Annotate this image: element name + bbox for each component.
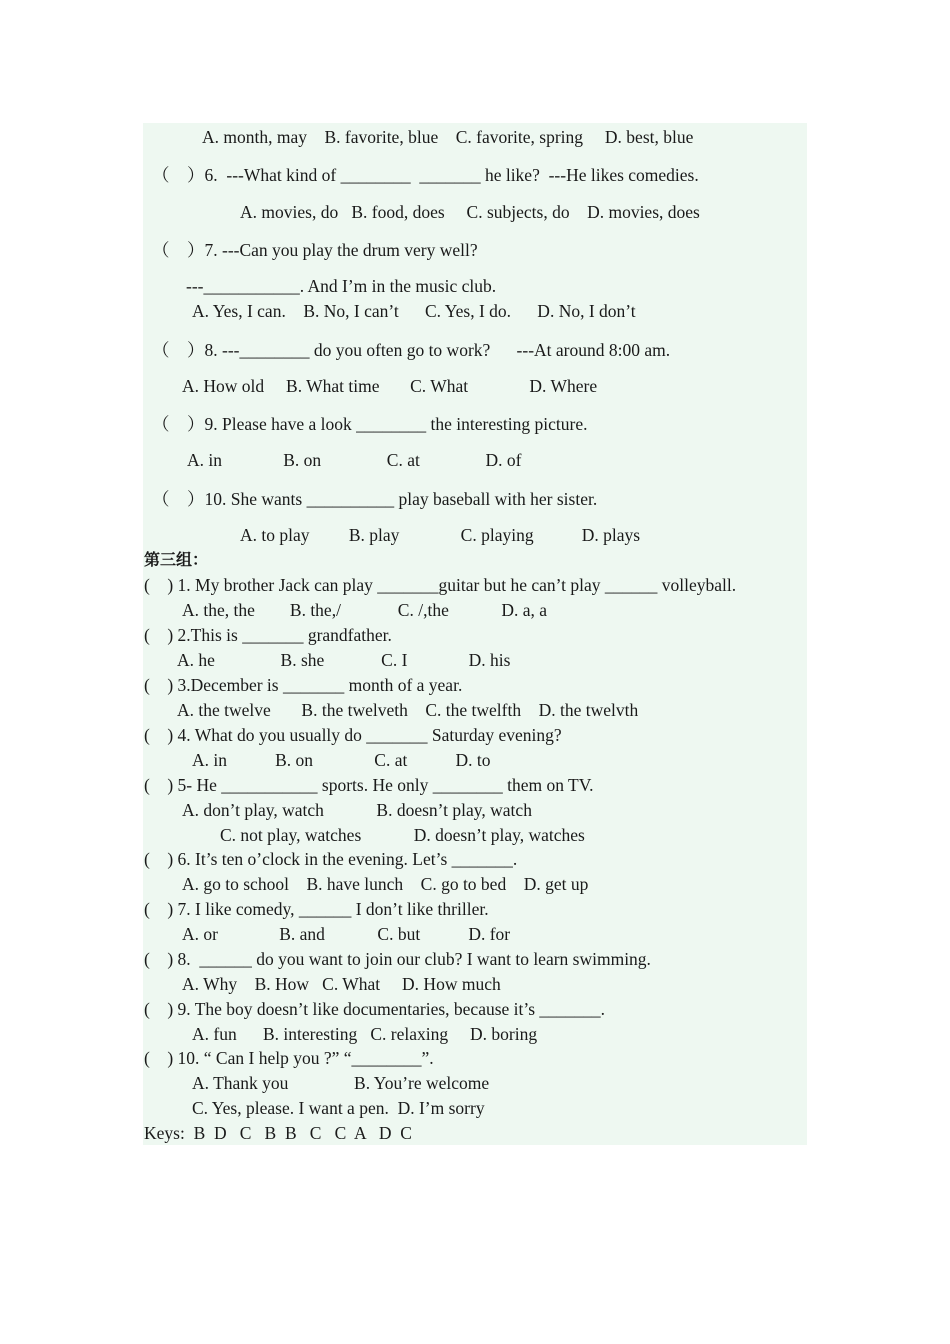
- group2-q8-stem: （ ）8. ---________ do you often go to work? ---At around 8:00 am.: [152, 340, 671, 360]
- group2-q9-options: A. in B. on C. at D. of: [187, 450, 522, 470]
- group3-q4-stem: ( ) 4. What do you usually do _______ Saturday evening?: [144, 725, 562, 745]
- group3-q10-options-line2: C. Yes, please. I want a pen. D. I’m sorry: [192, 1098, 485, 1118]
- group2-q7-answer-line: ---___________. And I’m in the music club.: [186, 276, 497, 296]
- group3-q2-stem: ( ) 2.This is _______ grandfather.: [144, 625, 392, 645]
- group2-q5-options: A. month, may B. favorite, blue C. favorite, spring D. best, blue: [202, 127, 694, 147]
- group3-q9-options: A. fun B. interesting C. relaxing D. boring: [192, 1024, 538, 1044]
- group3-q9-stem: ( ) 9. The boy doesn’t like documentaries, because it’s _______.: [144, 999, 606, 1019]
- group3-q8-options: A. Why B. How C. What D. How much: [182, 974, 501, 994]
- group3-q5-options-line1: A. don’t play, watch B. doesn’t play, watch: [182, 800, 532, 820]
- group2-q6-stem: （ ）6. ---What kind of ________ _______ he like? ---He likes comedies.: [152, 165, 699, 185]
- group2-q8-options: A. How old B. What time C. What D. Where: [182, 376, 598, 396]
- group3-q5-stem: ( ) 5- He ___________ sports. He only ________ them on TV.: [144, 775, 594, 795]
- group2-q10-stem: （ ）10. She wants __________ play baseball with her sister.: [152, 489, 598, 509]
- answer-keys: Keys: B D C B B C C A D C: [144, 1123, 412, 1143]
- group3-q2-options: A. he B. she C. I D. his: [177, 650, 511, 670]
- group3-q3-stem: ( ) 3.December is _______ month of a year.: [144, 675, 463, 695]
- group2-q7-options: A. Yes, I can. B. No, I can’t C. Yes, I do. D. No, I don’t: [192, 301, 636, 321]
- group2-q10-options: A. to play B. play C. playing D. plays: [240, 525, 641, 545]
- group2-q9-stem: （ ）9. Please have a look ________ the interesting picture.: [152, 414, 588, 434]
- group3-q8-stem: ( ) 8. ______ do you want to join our club? I want to learn swimming.: [144, 949, 651, 969]
- group3-q7-stem: ( ) 7. I like comedy, ______ I don’t like thriller.: [144, 899, 489, 919]
- group3-q3-options: A. the twelve B. the twelveth C. the twelfth D. the twelvth: [177, 700, 639, 720]
- group3-q1-options: A. the, the B. the,/ C. /,the D. a, a: [182, 600, 548, 620]
- group3-q7-options: A. or B. and C. but D. for: [182, 924, 511, 944]
- group3-q1-stem: ( ) 1. My brother Jack can play _______guitar but he can’t play ______ volleyball.: [144, 575, 737, 595]
- group3-q6-options: A. go to school B. have lunch C. go to bed D. get up: [182, 874, 589, 894]
- group3-q4-options: A. in B. on C. at D. to: [192, 750, 491, 770]
- group2-q7-stem: （ ）7. ---Can you play the drum very well?: [152, 240, 478, 260]
- group3-q10-stem: ( ) 10. “ Can I help you ?” “________”.: [144, 1048, 434, 1068]
- group3-q10-options-line1: A. Thank you B. You’re welcome: [192, 1073, 490, 1093]
- group3-heading: 第三组：: [144, 550, 209, 569]
- group2-q6-options: A. movies, do B. food, does C. subjects, do D. movies, does: [240, 202, 700, 222]
- group3-q6-stem: ( ) 6. It’s ten o’clock in the evening. Let’s _______.: [144, 849, 518, 869]
- group3-q5-options-line2: C. not play, watches D. doesn’t play, watches: [220, 825, 585, 845]
